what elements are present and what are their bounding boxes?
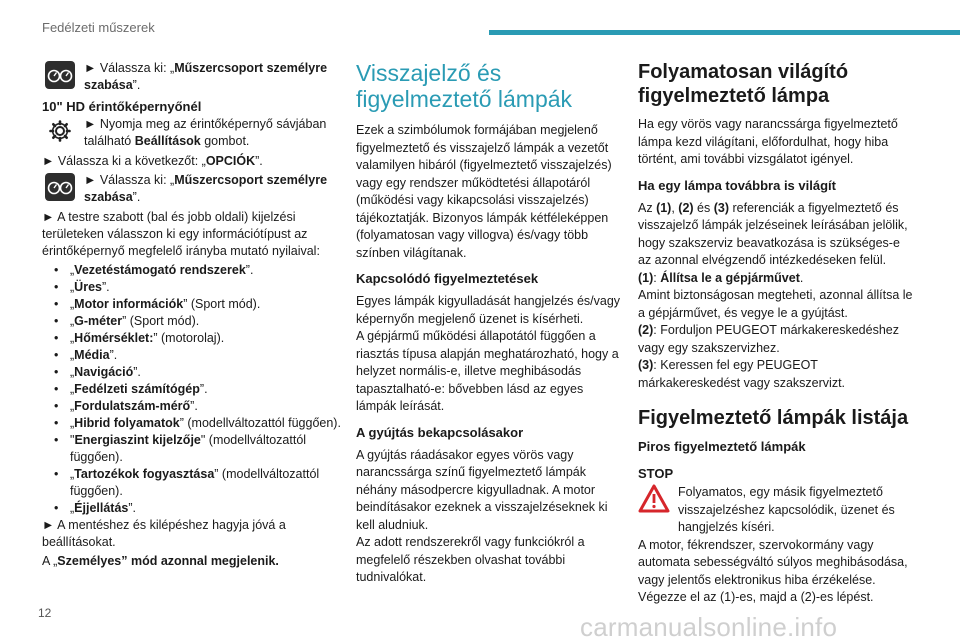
reference-1: (1): Állítsa le a gépjárművet. Amint biztonságosan megteheti, azonnal állítsa le a gépjárművet, és vegye le a gyújtást. [638,270,913,320]
step-press-settings: ► Nyomja meg az érintőképernyő sávjában található Beállítások gombot. [42,116,342,152]
header-section-title: Fedélzeti műszerek [42,20,155,35]
paragraph: Ezek a szimbólumok formájában megjelenő figyelmeztető és visszajelző lámpák a vezetőt valamilyen hibáról (figyelmeztető visszajelzés) vagy egy rendszer működtetési állapotáról (működési vagy kikapcsolási visszajelzés) tájékoztatják. Bizonyos lámpák kétféleképpen (folyamatosan vagy villogva) és/vagy több színben világítanak. [356,123,612,260]
section-heading-indicators: Visszajelző és figyelmeztető lámpák [356,60,573,112]
list-item: • „Hibrid folyamatok” (modellváltozattól függően). [60,415,342,432]
info-type-instruction: ► A testre szabott (bal és jobb oldali) kijelzési területeken válasszon ki egy információtípust az érintőképernyő megfelelő irányba mutató nyilaival: [42,210,320,258]
list-item: • „Üres”. [60,279,342,296]
reference-3: (3): Keressen fel egy PEUGEOT márkakereskedést vagy szakszervizt. [638,358,846,390]
paragraph: A motor, fékrendszer, szervokormány vagy automata sebességváltó súlyos meghibásodása, vagy jelentős elektronikus hiba érzékelése. Végezze el az (1)-es, majd a (2)-es lépést. [638,537,908,604]
list-item: • "Energiaszint kijelzője" (modellváltozattól függően). [60,432,342,466]
list-item: • „Éjjellátás”. [60,500,342,517]
page-number: 12 [38,606,52,620]
paragraph: A gyújtás ráadásakor egyes vörös vagy narancssárga színű figyelmeztető lámpák néhány másodpercre kigyulladnak. A motor beindításakor ezeknek a visszajelzéseknek ki kell aludniuk. Az adott rendszerekről vagy funkciókról a megfelelő részekben olvashat további tudnivalókat. [356,447,608,584]
list-item: • „Motor információk” (Sport mód). [60,296,342,313]
paragraph: Az (1), (2) és (3) referenciák a figyelmeztető és visszajelző lámpák jelzéseinek leírásában jelölik, hogy szakszerviz beavatkozása is szükséges-e az azonnal elvégzendő intézkedéseken felül. [638,200,908,267]
list-item: • „Fordulatszám-mérő”. [60,398,342,415]
section-heading-continuous-lamp: Folyamatosan világító figyelmeztető lámpa [638,61,849,107]
personal-mode-note: A „Személyes” mód azonnal megjelenik. [42,554,279,568]
subheading-ignition-on: A gyújtás bekapcsolásakor [356,424,524,440]
list-item: • „Vezetéstámogató rendszerek”. [60,262,342,279]
column-2 [356,60,621,595]
stop-label: STOP [638,466,674,481]
save-instruction: ► A mentéshez és kilépéshez hagyja jóvá a beállításokat. [42,518,286,549]
warning-triangle-icon [638,484,672,514]
step-select-options: ► Válassza ki a következőt: „OPCIÓK”. [42,154,263,168]
header-accent-bar [489,30,960,35]
column-1 [42,60,342,572]
column-3 [638,60,913,615]
paragraph: Egyes lámpák kigyulladását hangjelzés és/vagy képernyőn megjelenő üzenet is kísérheti. A gépjármű működési állapotától függően a riasztás típusa alapján meghatározható, hogy a helyzet normális-e, illetve meghibásodás tapasztalható-e: bővebben lásd az egyes lámpák leírását. [356,294,621,413]
info-type-list [42,262,342,517]
stop-description: Folyamatos, egy másik figyelmeztető visszajelzéshez kapcsolódik, üzenet és hangjelzés kíséri. [678,485,895,534]
reference-2: (2): Forduljon PEUGEOT márkakereskedéshez vagy egy szakszervizhez. [638,323,899,355]
step-select-cluster-2: ► Válassza ki: „Műszercsoport személyre szabása”. [42,172,342,208]
step-select-cluster-1: ► Válassza ki: „Műszercsoport személyre szabása”. [42,60,342,96]
subheading-related-warnings: Kapcsolódó figyelmeztetések [356,271,539,286]
paragraph: Ha egy vörös vagy narancssárga figyelmeztető lámpa kezd világítani, előfordulhat, hogy hiba történt, ami további vizsgálatot igényel. [638,117,898,166]
subheading-lamp-stays-on: Ha egy lámpa továbbra is világít [638,177,836,193]
list-item: • „Fedélzeti számítógép”. [60,381,342,398]
list-item: • „Tartozékok fogyasztása” (modellváltozattól függően). [60,466,342,500]
watermark: carmanualsonline.info [580,612,838,642]
list-item: • „Média”. [60,347,342,364]
list-item: • „G-méter” (Sport mód). [60,313,342,330]
stop-row [638,484,913,537]
section-heading-lamp-list: Figyelmeztető lámpák listája [638,407,909,429]
subheading-red-lamps: Piros figyelmeztető lámpák [638,439,806,454]
gauges-icon [42,172,78,202]
gear-icon [42,116,78,146]
list-item: • „Navigáció”. [60,364,342,381]
gauges-icon [42,60,78,90]
list-item: • „Hőmérséklet:” (motorolaj). [60,330,342,347]
heading-10in-screen: 10" HD érintőképernyőnél [42,99,202,114]
